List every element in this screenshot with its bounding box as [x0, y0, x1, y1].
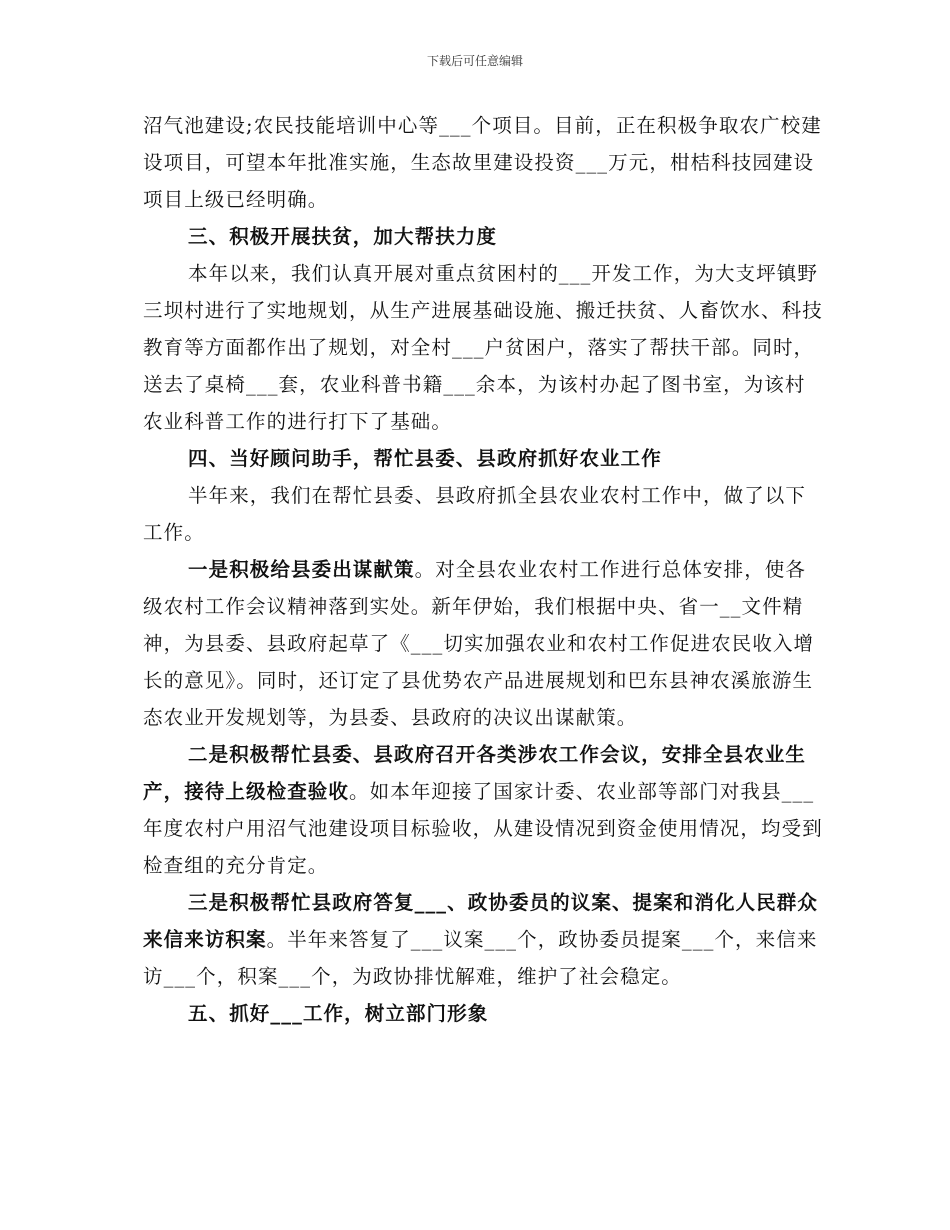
- bold-lead-text: 二是积极帮忙县委、县政府召开各类涉农工作会议，安排全县农业生产，接待上级检查验收: [143, 743, 807, 803]
- body-text: 沼气池建设;农民技能培训中心等___个项目。目前，正在积极争取农广校建设项目，可望本年批准实施，生态故里建设投资___万元，柑桔科技园建设项目上级已经明确。: [143, 114, 822, 211]
- body-text: 本年以来，我们认真开展对重点贫困村的___开发工作，为大支坪镇野三坝村进行了实地规划，从生产进展基础设施、搬迁扶贫、人畜饮水、科技教育等方面都作出了规划，对全村___户贫困户，落实了帮扶干部。同时，送去了桌椅___套，农业科普书籍___余本，为该村办起了图书室，为该村农业科普工作的进行打下了基础。: [143, 262, 823, 433]
- document-body: [143, 107, 823, 1032]
- body-text: 半年来，我们在帮忙县委、县政府抓全县农业农村工作中，做了以下工作。: [143, 484, 807, 544]
- bold-lead-text: 三是积极帮忙县政府答复___、政协委员的议案、提案和消化人民群众来信来访积案: [143, 891, 818, 951]
- section-heading: 四、当好顾问助手，帮忙县委、县政府抓好农业工作: [188, 447, 662, 470]
- body-text: 。半年来答复了___议案___个，政协委员提案___个，来信来访___个，积案___个，为政协排忧解难，维护了社会稳定。: [143, 928, 818, 988]
- bold-lead-text: 一是积极给县委出谋献策: [188, 558, 415, 581]
- paragraph: [143, 255, 823, 440]
- body-text: 。对全县农业农村工作进行总体安排，使各级农村工作会议精神落到实处。新年伊始，我们根据中央、省一__文件精神，为县委、县政府起草了《___切实加强农业和农村工作促进农民收入增长的意见》。同时，还订定了县优势农产品进展规划和巴东县神农溪旅游生态农业开发规划等，为县委、县政府的决议出谋献策。: [143, 558, 815, 729]
- paragraph: [143, 551, 823, 736]
- body-text: 。如本年迎接了国家计委、农业部等部门对我县___年度农村户用沼气池建设项目标验收，从建设情况到资金使用情况，均受到检查组的充分肯定。: [143, 780, 823, 877]
- section-heading: 三、积极开展扶贫，加大帮扶力度: [188, 225, 498, 248]
- paragraph: [143, 107, 823, 218]
- paragraph: [143, 884, 823, 995]
- paragraph: [143, 736, 823, 884]
- section-heading: 五、抓好___工作，树立部门形象: [188, 1002, 489, 1025]
- page-header: 下载后可任意编辑: [426, 54, 523, 68]
- paragraph: [143, 477, 823, 551]
